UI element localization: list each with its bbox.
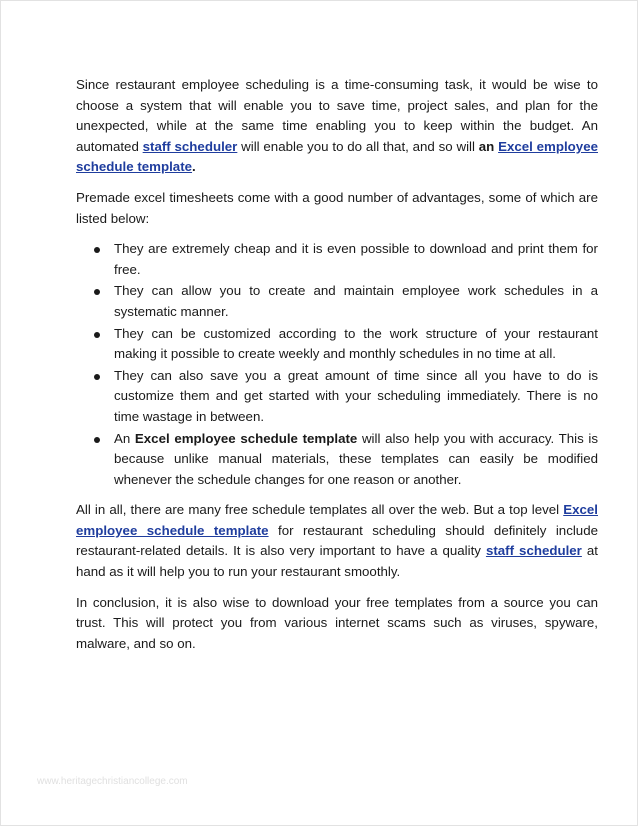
bullet-icon [94, 332, 100, 338]
paragraph-text: at hand as it will help you to run your restaurant smoothly. [76, 543, 598, 580]
staff-scheduler-link[interactable]: staff scheduler [142, 138, 238, 154]
paragraph-intro [76, 75, 598, 178]
list-item-text: They can be customized according to the work structure of your restaurant making it possible to create weekly and monthly schedules in no time at all. [114, 325, 598, 362]
paragraph-conclusion: In conclusion, it is also wise to download your free templates from a source you can trust. This will protect you from various internet scams such as viruses, spyware, malware, and so on. [76, 594, 598, 651]
list-item [76, 366, 598, 428]
bold-text: . [192, 159, 196, 175]
list-item-text: will also help you with accuracy. This is because unlike manual materials, these templates can easily be modified whenever the schedule changes for one reason or another. [114, 430, 598, 487]
advantages-list [76, 239, 598, 490]
bullet-icon [94, 289, 100, 295]
bullet-icon [94, 247, 100, 253]
paragraph-text: All in all, there are many free schedule templates all over the web. But a top level [76, 502, 564, 518]
paragraph-text: Since restaurant employee scheduling is a time-consuming task, it would be wise to choose a system that will enable you to save time, project sales, and plan for the unexpected, while at the same time enabling you to keep within the budget. An automated [76, 77, 598, 154]
excel-template-link[interactable]: Excel employee schedule template [76, 502, 598, 538]
list-item-text: An [114, 430, 135, 446]
bullet-icon [94, 437, 100, 443]
list-item-text: They can also save you a great amount of time since all you have to do is customize them and get started with your scheduling immediately. There is no time wastage in between. [114, 367, 598, 424]
bullet-icon [94, 374, 100, 380]
list-item [76, 239, 598, 280]
document-body [76, 75, 598, 664]
paragraph-text: will enable you to do all that, and so will [237, 138, 479, 154]
paragraph-text: for restaurant scheduling should definitely include restaurant-related details. It is also very important to have a quality [76, 522, 598, 559]
watermark: www.heritagechristiancollege.com [37, 776, 188, 787]
paragraph-summary [76, 500, 598, 582]
paragraph-advantages: Premade excel timesheets come with a good number of advantages, some of which are listed below: [76, 189, 598, 226]
bold-text: an [478, 138, 495, 154]
list-item-text: They are extremely cheap and it is even possible to download and print them for free. [114, 241, 598, 277]
list-item [76, 429, 598, 491]
list-item-text: They can allow you to create and maintain employee work schedules in a systematic manner. [114, 283, 598, 319]
staff-scheduler-link[interactable]: staff scheduler [485, 543, 582, 559]
list-item [76, 281, 598, 322]
bold-text: Excel employee schedule template [134, 430, 358, 446]
list-item [76, 324, 598, 365]
excel-template-link[interactable]: Excel employee schedule template [76, 138, 598, 175]
